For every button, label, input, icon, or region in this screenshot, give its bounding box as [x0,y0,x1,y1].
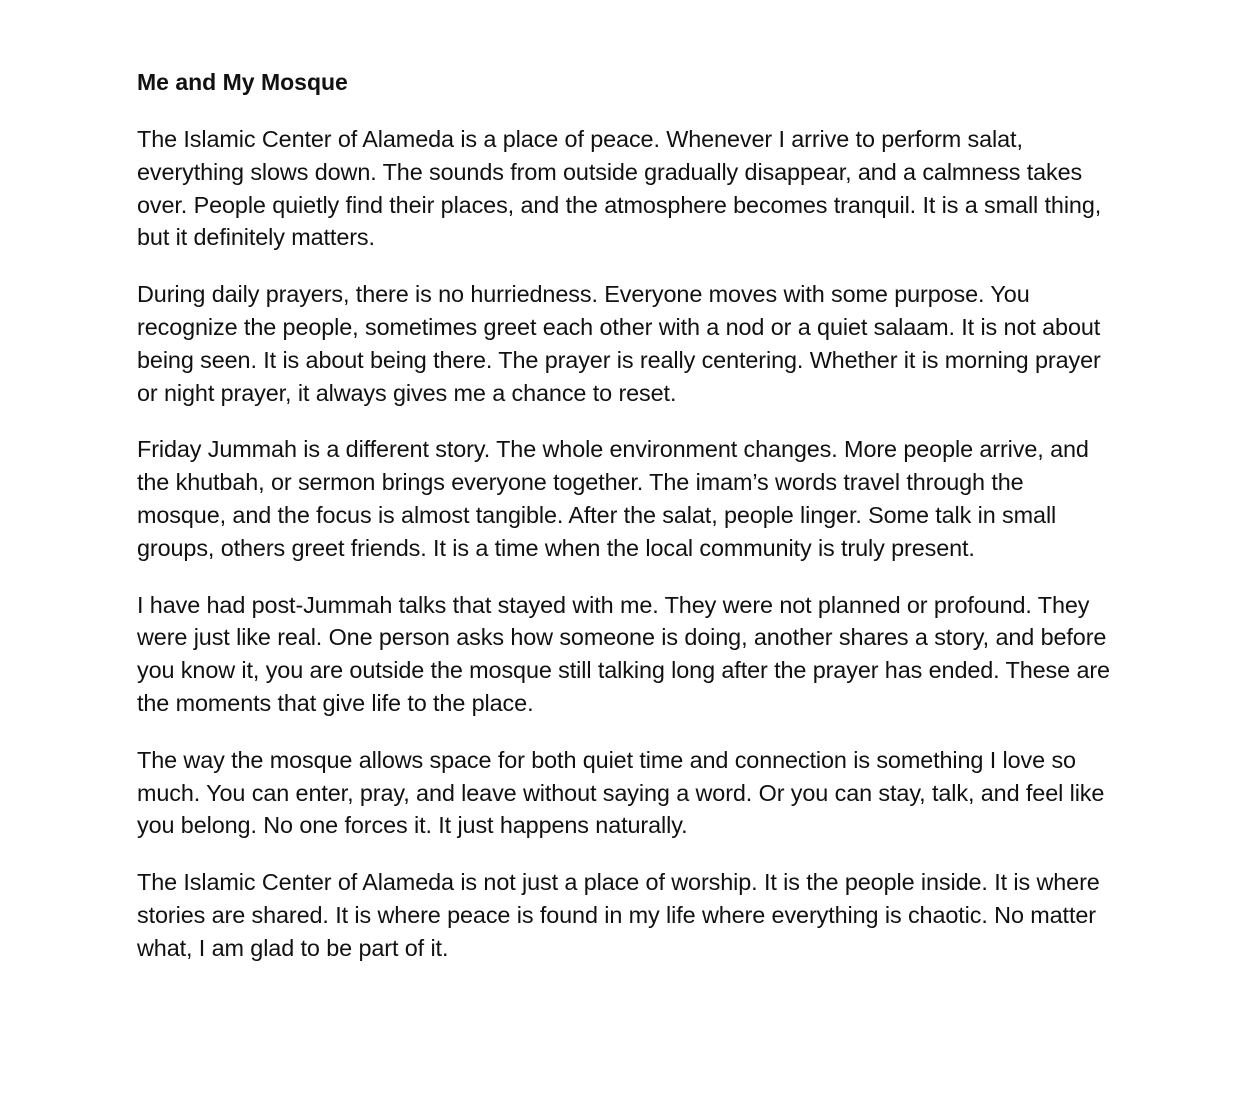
paragraph-3: Friday Jummah is a different story. The whole environment changes. More people arrive, and the khutbah, or sermon brings everyone together. The imam’s words travel through the mosque, and the focus is almost tangible. After the salat, people linger. Some talk in small groups, others greet friends. It is a time when the local community is truly present. [137,436,1089,561]
document-title: Me and My Mosque [137,69,348,95]
paragraph-4: I have had post-Jummah talks that stayed with me. They were not planned or profound. They were just like real. One person asks how someone is doing, another shares a story, and before you know it, you are outside the mosque still talking long after the prayer has ended. These are the moments that give life to the place. [137,591,1110,716]
paragraph-6: The Islamic Center of Alameda is not just a place of worship. It is the people inside. It is where stories are shared. It is where peace is found in my life where everything is chaotic. No matter what, I am glad to be part of it. [137,869,1100,961]
paragraph-1: The Islamic Center of Alameda is a place of peace. Whenever I arrive to perform salat, everything slows down. The sounds from outside gradually disappear, and a calmness takes over. People quietly find their places, and the atmosphere becomes tranquil. It is a small thing, but it definitely matters. [137,126,1102,251]
document-page [137,66,1112,989]
paragraph-5: The way the mosque allows space for both quiet time and connection is something I love so much. You can enter, pray, and leave without saying a word. Or you can stay, talk, and feel like you belong. No one forces it. It just happens naturally. [137,746,1105,839]
paragraph-2: During daily prayers, there is no hurriedness. Everyone moves with some purpose. You recognize the people, sometimes greet each other with a nod or a quiet salaam. It is not about being seen. It is about being there. The prayer is really centering. Whether it is morning prayer or night prayer, it always gives me a chance to reset. [137,281,1101,406]
